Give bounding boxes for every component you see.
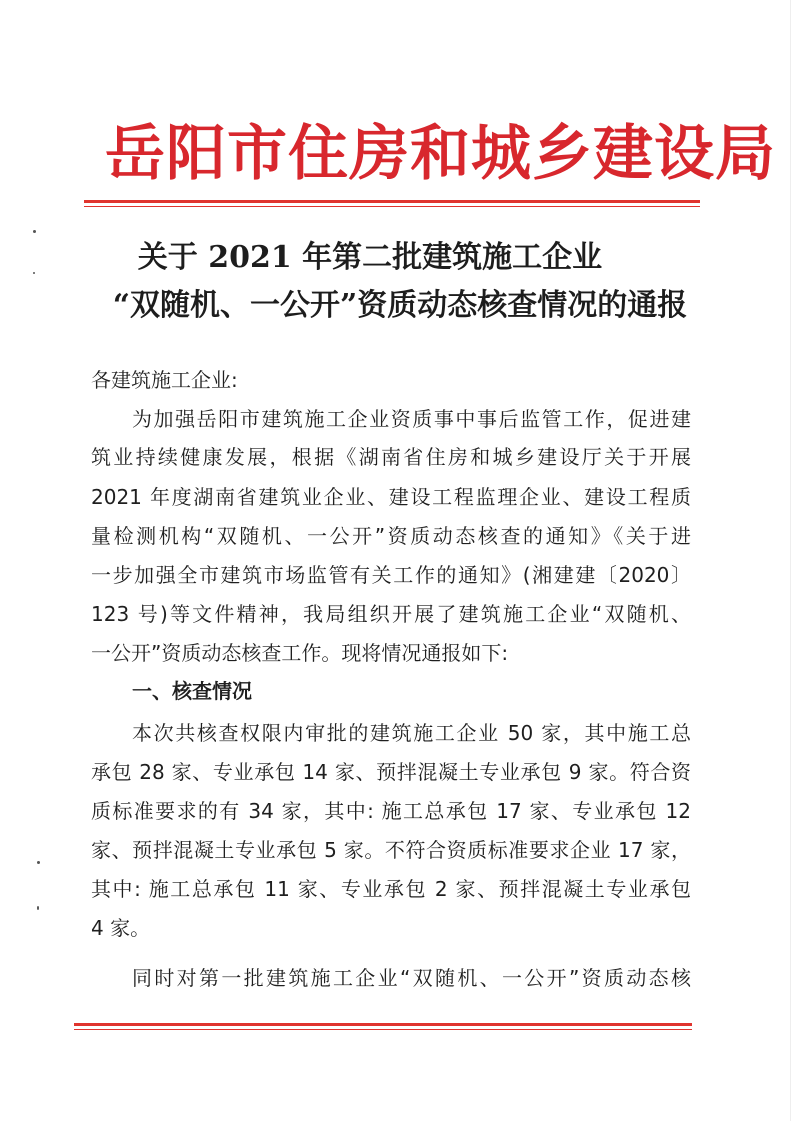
- paragraph-line: 同时对第一批建筑施工企业“双随机、一公开”资质动态核: [132, 966, 691, 990]
- section-heading: 一、核查情况: [132, 679, 252, 703]
- paragraph-line: 本次共核查权限内审批的建筑施工企业 50 家，其中施工总: [132, 721, 691, 745]
- paragraph-line: 为加强岳阳市建筑施工企业资质事中事后监管工作，促进建: [132, 407, 691, 431]
- paragraph-line: 质标准要求的有 34 家，其中: 施工总承包 17 家、专业承包 12: [91, 799, 691, 823]
- paragraph-line: 量检测机构“双随机、一公开”资质动态核查的通知》《关于进: [91, 524, 691, 548]
- footer-red-rule: [74, 1023, 692, 1030]
- paragraph-line: 家、预拌混凝土专业承包 5 家。不符合资质标准要求企业 17 家，: [91, 838, 691, 862]
- salutation: 各建筑施工企业:: [91, 368, 238, 392]
- footer-rule-thin: [74, 1029, 692, 1030]
- paragraph-line: 承包 28 家、专业承包 14 家、预拌混凝土专业承包 9 家。符合资: [91, 760, 691, 784]
- document-title-line-2: “双随机、一公开”资质动态核查情况的通报: [112, 288, 688, 323]
- scan-speck: [33, 230, 36, 233]
- scan-speck: [37, 906, 39, 910]
- paragraph-line: 其中: 施工总承包 11 家、专业承包 2 家、预拌混凝土专业承包: [91, 877, 691, 901]
- paragraph-line: 123 号)等文件精神，我局组织开展了建筑施工企业“双随机、: [91, 602, 691, 626]
- scan-speck: [37, 861, 40, 864]
- header-red-rule: [84, 200, 700, 207]
- paragraph-line: 一公开”资质动态核查工作。现将情况通报如下:: [91, 641, 509, 665]
- paragraph-line: 一步加强全市建筑市场监管有关工作的通知》(湘建建〔2020〕: [91, 563, 691, 587]
- scan-edge: [790, 0, 791, 1121]
- paragraph-line: 4 家。: [91, 916, 151, 940]
- header-rule-thin: [84, 206, 700, 207]
- document-title-line-1: 关于 2021 年第二批建筑施工企业: [137, 240, 603, 275]
- organization-header: 岳阳市住房和城乡建设局: [105, 119, 776, 189]
- scan-speck: [33, 272, 35, 274]
- paragraph-line: 筑业持续健康发展，根据《湖南省住房和城乡建设厅关于开展: [91, 445, 691, 469]
- paragraph-line: 2021 年度湖南省建筑业企业、建设工程监理企业、建设工程质: [91, 485, 691, 509]
